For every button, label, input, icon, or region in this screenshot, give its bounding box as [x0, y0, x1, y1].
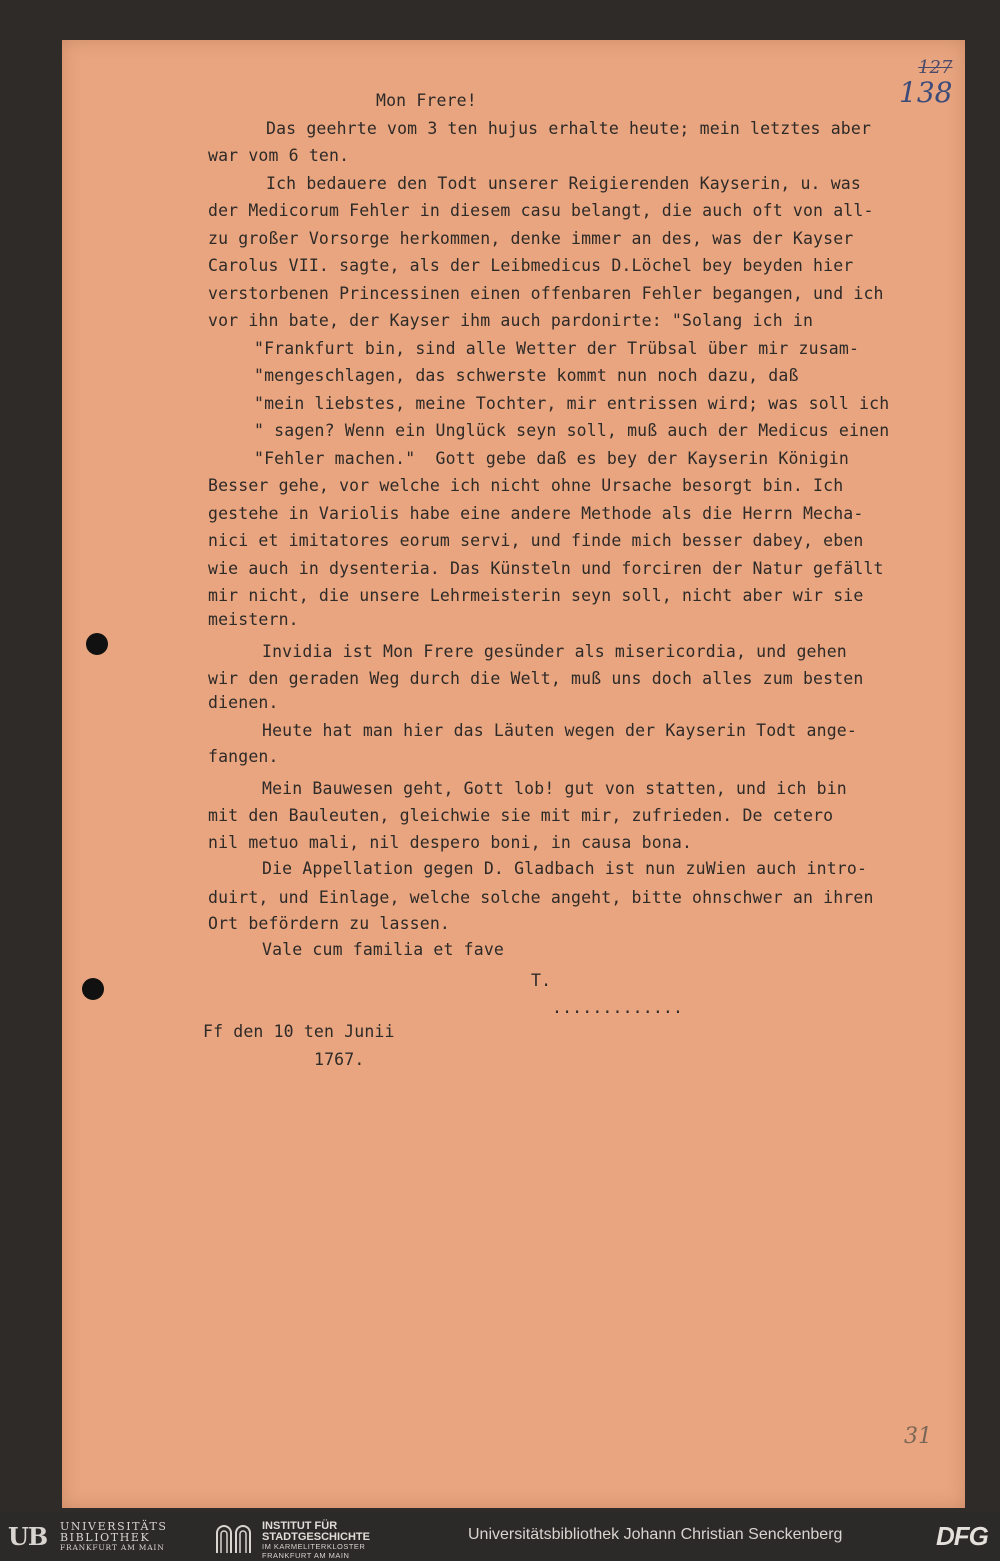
text-line: Das geehrte vom 3 ten hujus erhalte heute; mein letztes aber [266, 119, 872, 138]
text-line: gestehe in Variolis habe eine andere Methode als die Herrn Mecha- [208, 504, 864, 523]
folio-old: 127 [918, 57, 953, 78]
text-line: meistern. [208, 610, 299, 629]
isg-line4: FRANKFURT AM MAIN [262, 1550, 350, 1560]
text-line: der Medicorum Fehler in diesem casu belangt, die auch oft von all- [208, 201, 874, 220]
footer-bar [0, 1512, 1000, 1561]
isg-line2: STADTGESCHICHTE [262, 1531, 370, 1543]
quote-line: "mein liebstes, meine Tochter, mir entrissen wird; was soll ich [254, 394, 890, 413]
text-line: Ort befördern zu lassen. [208, 914, 451, 933]
dfg-logo[interactable]: DFG [936, 1521, 988, 1551]
text-line: zu großer Vorsorge herkommen, denke immer an des, was der Kayser [208, 229, 854, 248]
folio-number [899, 58, 952, 109]
text-line: verstorbenen Princessinen einen offenbaren Fehler begangen, und ich [208, 284, 884, 303]
isg-line3: IM KARMELITERKLOSTER [262, 1542, 366, 1551]
punch-hole [82, 978, 104, 1000]
isg-line1: INSTITUT FÜR [262, 1520, 338, 1532]
dotted-rule: ............. [552, 998, 684, 1017]
text-line: mit den Bauleuten, gleichwie sie mit mir, zufrieden. De cetero [208, 806, 834, 825]
text-line: nici et imitatores eorum servi, und finde mich besser dabey, eben [208, 531, 864, 550]
year: 1767. [314, 1050, 365, 1069]
text-line: Die Appellation gegen D. Gladbach ist nun zuWien auch intro- [262, 859, 868, 878]
ub-line3: FRANKFURT AM MAIN [60, 1543, 165, 1552]
place-date: Ff den 10 ten Junii [203, 1022, 395, 1041]
page-number: 31 [904, 1424, 932, 1449]
quote-line: "mengeschlagen, das schwerste kommt nun noch dazu, daß [254, 366, 799, 385]
text-line: mir nicht, die unsere Lehrmeisterin seyn soll, nicht aber wir sie [208, 586, 864, 605]
quote-line: "Frankfurt bin, sind alle Wetter der Trübsal über mir zusam- [254, 339, 860, 358]
quote-line: "Fehler machen." Gott gebe daß es bey der Kayserin Königin [254, 449, 849, 468]
closing-line: Vale cum familia et fave [262, 940, 505, 959]
text-line: nil metuo mali, nil despero boni, in causa bona. [208, 833, 693, 852]
signature-initial: T. [531, 971, 552, 990]
salutation: Mon Frere! [376, 91, 477, 110]
text-line: fangen. [208, 747, 279, 766]
ub-logo[interactable] [8, 1519, 198, 1555]
quote-line: " sagen? Wenn ein Unglück seyn soll, muß auch der Medicus einen [254, 421, 890, 440]
folio-current: 138 [899, 75, 953, 109]
text-line: Carolus VII. sagte, als der Leibmedicus D.Löchel bey beyden hier [208, 256, 854, 275]
text-line: war vom 6 ten. [208, 146, 350, 165]
document-page [62, 40, 965, 1508]
text-line: Ich bedauere den Todt unserer Reigierenden Kayserin, u. was [266, 174, 861, 193]
text-line: duirt, und Einlage, welche solche angeht, bitte ohnschwer an ihren [208, 888, 874, 907]
text-line: dienen. [208, 693, 279, 712]
punch-hole [86, 633, 108, 655]
text-line: Besser gehe, vor welche ich nicht ohne Ursache besorgt bin. Ich [208, 476, 844, 495]
text-line: vor ihn bate, der Kayser ihm auch pardonirte: "Solang ich in [208, 311, 814, 330]
text-line: wie auch in dysenteria. Das Künsteln und forciren der Natur gefällt [208, 559, 884, 578]
ub-mark: UB [8, 1522, 48, 1551]
isg-logo[interactable] [214, 1519, 404, 1560]
footer-title: Universitätsbibliothek Johann Christian Senckenberg [468, 1526, 843, 1543]
text-line: Invidia ist Mon Frere gesünder als misericordia, und gehen [262, 642, 847, 661]
ub-logo-text [60, 1522, 168, 1554]
text-line: wir den geraden Weg durch die Welt, muß uns doch alles zum besten [208, 669, 864, 688]
arches-icon [214, 1521, 254, 1553]
text-line: Mein Bauwesen geht, Gott lob! gut von statten, und ich bin [262, 779, 847, 798]
ub-line2: BIBLIOTHEK [60, 1530, 151, 1544]
text-line: Heute hat man hier das Läuten wegen der Kayserin Todt ange- [262, 721, 857, 740]
ub-line1: UNIVERSITÄTS [60, 1520, 168, 1533]
isg-logo-text [262, 1521, 370, 1560]
